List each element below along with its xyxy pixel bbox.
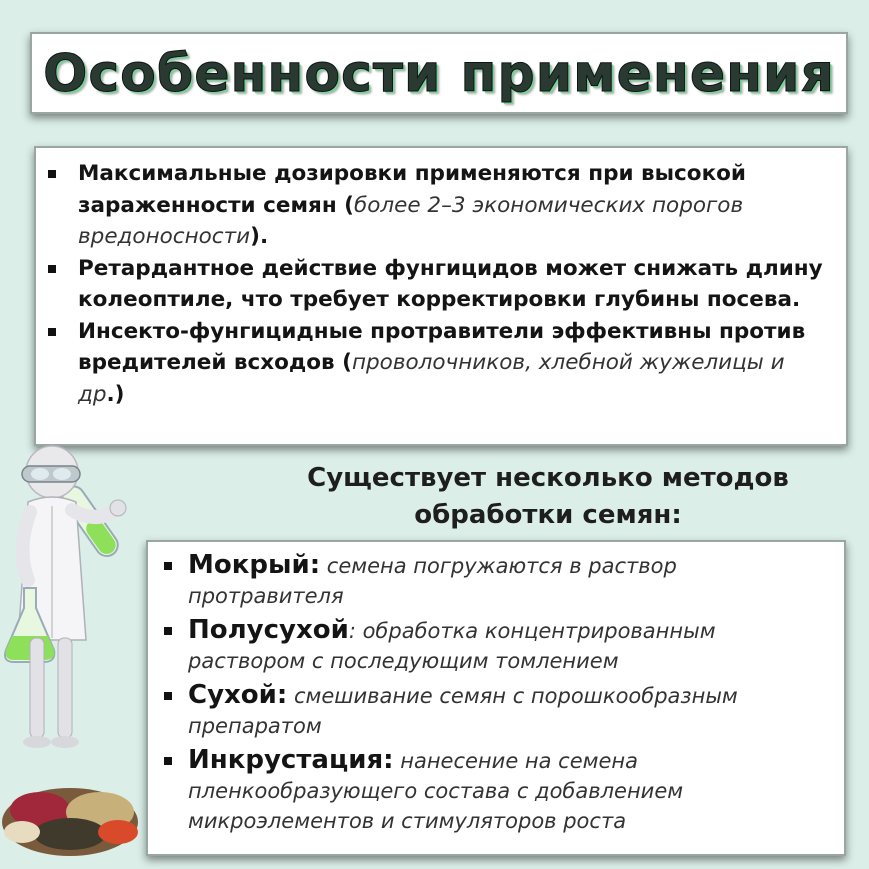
- method-description: семена погружаются в раствор протравителя: [188, 554, 677, 608]
- methods-box: [146, 540, 846, 856]
- feature-italic-text: более 2–3 экономических порогов вредоносности: [78, 192, 744, 249]
- methods-list: [148, 542, 844, 836]
- list-item: [188, 680, 834, 741]
- page-title: Особенности применения: [43, 44, 835, 104]
- method-name: Сухой:: [188, 680, 288, 710]
- seeds-pile-illustration: [0, 760, 150, 860]
- title-box: [30, 32, 848, 114]
- scientist-with-flasks-illustration: [0, 440, 160, 780]
- list-item: [188, 745, 834, 836]
- feature-bold-text: Инсекто-фунгицидные протравители эффективны против вредителей всходов (: [78, 318, 806, 375]
- feature-tail-text: .): [106, 381, 125, 407]
- method-name: Инкрустация:: [188, 745, 394, 775]
- method-description: нанесение на семена пленкообразующего состава с добавлением микроэлементов и стимуляторов роста: [188, 749, 684, 833]
- features-list: [36, 148, 846, 410]
- feature-bold-text: Максимальные дозировки применяются при высокой зараженности семян (: [78, 161, 747, 218]
- method-name: Мокрый:: [188, 550, 321, 580]
- feature-bold-text: Ретардантное действие фунгицидов может снижать длину колеоптиле, что требует корректировки глубины посева.: [78, 255, 823, 312]
- feature-italic-text: проволочников, хлебной жужелицы и др: [78, 350, 785, 407]
- list-item: [78, 316, 836, 411]
- list-item: [188, 615, 834, 676]
- method-description: смешивание семян с порошкообразным препаратом: [188, 684, 738, 738]
- feature-tail-text: ).: [250, 224, 269, 249]
- application-features-box: [34, 146, 848, 446]
- method-name: Полусухой: [188, 615, 349, 645]
- list-item: [78, 253, 836, 316]
- methods-heading: Существует несколько методов обработки семян:: [307, 463, 789, 530]
- list-item: [78, 158, 836, 253]
- list-item: [188, 550, 834, 611]
- method-description: : обработка концентрированным раствором с последующим томлением: [188, 619, 716, 673]
